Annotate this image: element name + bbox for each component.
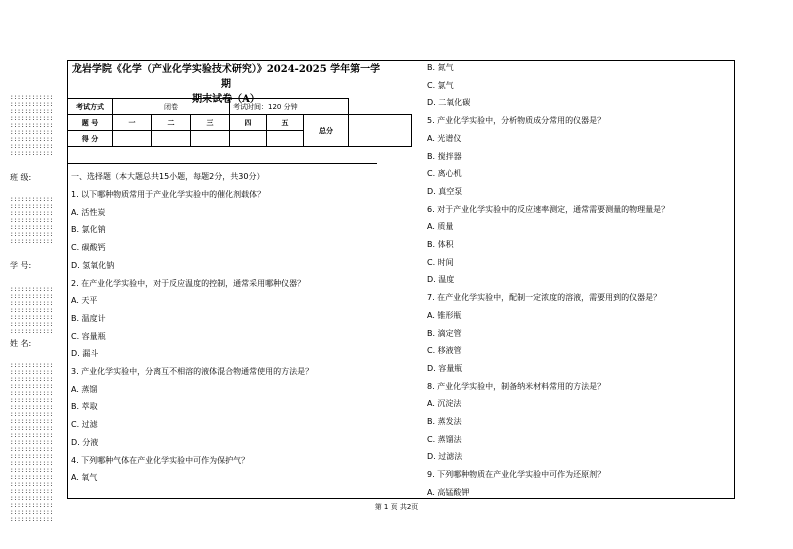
col-3: 三	[191, 115, 230, 131]
col-4: 四	[230, 115, 267, 131]
answer-option: D. 容量瓶	[427, 363, 463, 373]
answer-option: A. 活性炭	[71, 207, 106, 217]
question-text: 9. 下列哪种物质在产业化学实验中可作为还原剂？	[427, 470, 606, 480]
col-2: 二	[152, 115, 191, 131]
answer-option: A. 高锰酸钾	[427, 487, 470, 497]
answer-option: A. 天平	[71, 296, 98, 306]
answer-option: A. 氧气	[71, 473, 98, 483]
answer-option: B. 蒸发法	[427, 417, 462, 426]
dotted-line: :::::::::::: :::::::::::: :::::::::::: :::::::::::: :::::::::::: :::::::::::: :::::::::::: :::::::::::: :::::::::::: :::::::::::: :::::::::::: :::::::::::: :::::::::::: :::::::::::: :::::::::::: :::::::::::: :::::::::::: :::::::::::: :::::::::::: :::::::::::: :::::::::::: :::::::::::: ::::::::::::	[10, 362, 54, 523]
answer-option: D. 二氧化碳	[427, 98, 471, 108]
answer-option: B. 温度计	[71, 313, 106, 323]
answer-option: D. 温度	[427, 275, 455, 285]
answer-option: B. 氮气	[427, 63, 454, 72]
answer-option: C. 时间	[427, 257, 454, 267]
answer-option: C. 蒸馏法	[427, 434, 462, 444]
col-1: 一	[113, 115, 152, 131]
answer-option: A. 沉淀法	[427, 399, 462, 409]
answer-option: C. 氯气	[427, 80, 454, 90]
question-text: 5. 产业化学实验中，分析物质成分常用的仪器是？	[427, 116, 606, 126]
score-cell	[113, 131, 152, 147]
answer-option: B. 氯化钠	[71, 225, 106, 235]
exam-mode-label: 考试方式	[68, 99, 113, 115]
answer-option: D. 真空泵	[427, 186, 463, 196]
question-text: 8. 产业化学实验中，制备纳米材料常用的方法是？	[427, 381, 606, 391]
dotted-line: :::::::::::: :::::::::::: :::::::::::: :::::::::::: :::::::::::: :::::::::::: ::::::::::::	[10, 286, 54, 335]
answer-option: B. 萃取	[71, 402, 98, 412]
binding-margin	[8, 92, 60, 532]
score-table	[67, 98, 412, 147]
total-label: 总分	[304, 115, 349, 147]
divider	[67, 163, 377, 164]
question-text: 2. 在产业化学实验中，对于反应温度的控制，通常采用哪种仪器？	[71, 278, 306, 288]
answer-option: A. 锥形瓶	[427, 310, 462, 320]
dotted-line: :::::::::::: :::::::::::: :::::::::::: :::::::::::: :::::::::::: :::::::::::: ::::::::::::	[10, 196, 54, 245]
answer-option: A. 光谱仪	[427, 133, 462, 143]
col-5: 五	[267, 115, 304, 131]
question-number-label: 题 号	[68, 115, 113, 131]
answer-option: D. 过滤法	[427, 452, 463, 462]
score-cell	[267, 131, 304, 147]
answer-option: B. 滴定管	[427, 328, 462, 338]
question-text: 1. 以下哪种物质常用于产业化学实验中的催化剂载体？	[71, 190, 266, 199]
score-cell	[152, 131, 191, 147]
student-id-label: 学 号:	[10, 261, 32, 270]
answer-option: C. 离心机	[427, 169, 462, 179]
score-cell	[191, 131, 230, 147]
answer-option: B. 体积	[427, 240, 454, 249]
dotted-line: :::::::::::: :::::::::::: :::::::::::: :::::::::::: :::::::::::: :::::::::::: :::::::::::: :::::::::::: ::::::::::::	[10, 94, 54, 157]
name-label: 姓 名:	[10, 339, 32, 348]
page-footer: 第 1 页 共2页	[374, 503, 419, 511]
answer-option: C. 碳酸钙	[71, 243, 106, 253]
section-heading: 一、选择题（本大题总共15小题，每题2分，共30分）	[71, 172, 265, 181]
exam-title-line2: 期末试卷（A）	[192, 94, 260, 105]
answer-option: A. 蒸馏	[71, 384, 98, 394]
question-text: 7. 在产业化学实验中，配制一定浓度的溶液，需要用到的仪器是？	[427, 293, 662, 303]
answer-option: C. 移液管	[427, 346, 462, 356]
score-label: 得 分	[68, 131, 113, 147]
score-cell	[230, 131, 267, 147]
exam-mode-value: 闭卷	[113, 99, 230, 115]
answer-option: A. 质量	[427, 222, 454, 232]
answer-option: B. 搅拌器	[427, 151, 462, 161]
question-text: 3. 产业化学实验中，分离互不相溶的液体混合物通常使用的方法是？	[71, 367, 314, 376]
exam-title-line1: 龙岩学院《化学（产业化学实验技术研究）》2024-2025 学年第一学期	[71, 64, 381, 90]
answer-option: D. 氢氧化钠	[71, 260, 115, 270]
answer-option: C. 容量瓶	[71, 331, 106, 341]
question-text: 6. 对于产业化学实验中的反应速率测定，通常需要测量的物理量是？	[427, 204, 670, 214]
answer-option: D. 分液	[71, 437, 99, 447]
answer-option: D. 漏斗	[71, 349, 99, 359]
total-cell	[349, 115, 412, 147]
class-label: 班 级:	[10, 173, 32, 182]
exam-time: 考试时间：120 分钟	[230, 99, 349, 115]
question-text: 4. 下列哪种气体在产业化学实验中可作为保护气？	[71, 455, 250, 465]
answer-option: C. 过滤	[71, 420, 98, 430]
